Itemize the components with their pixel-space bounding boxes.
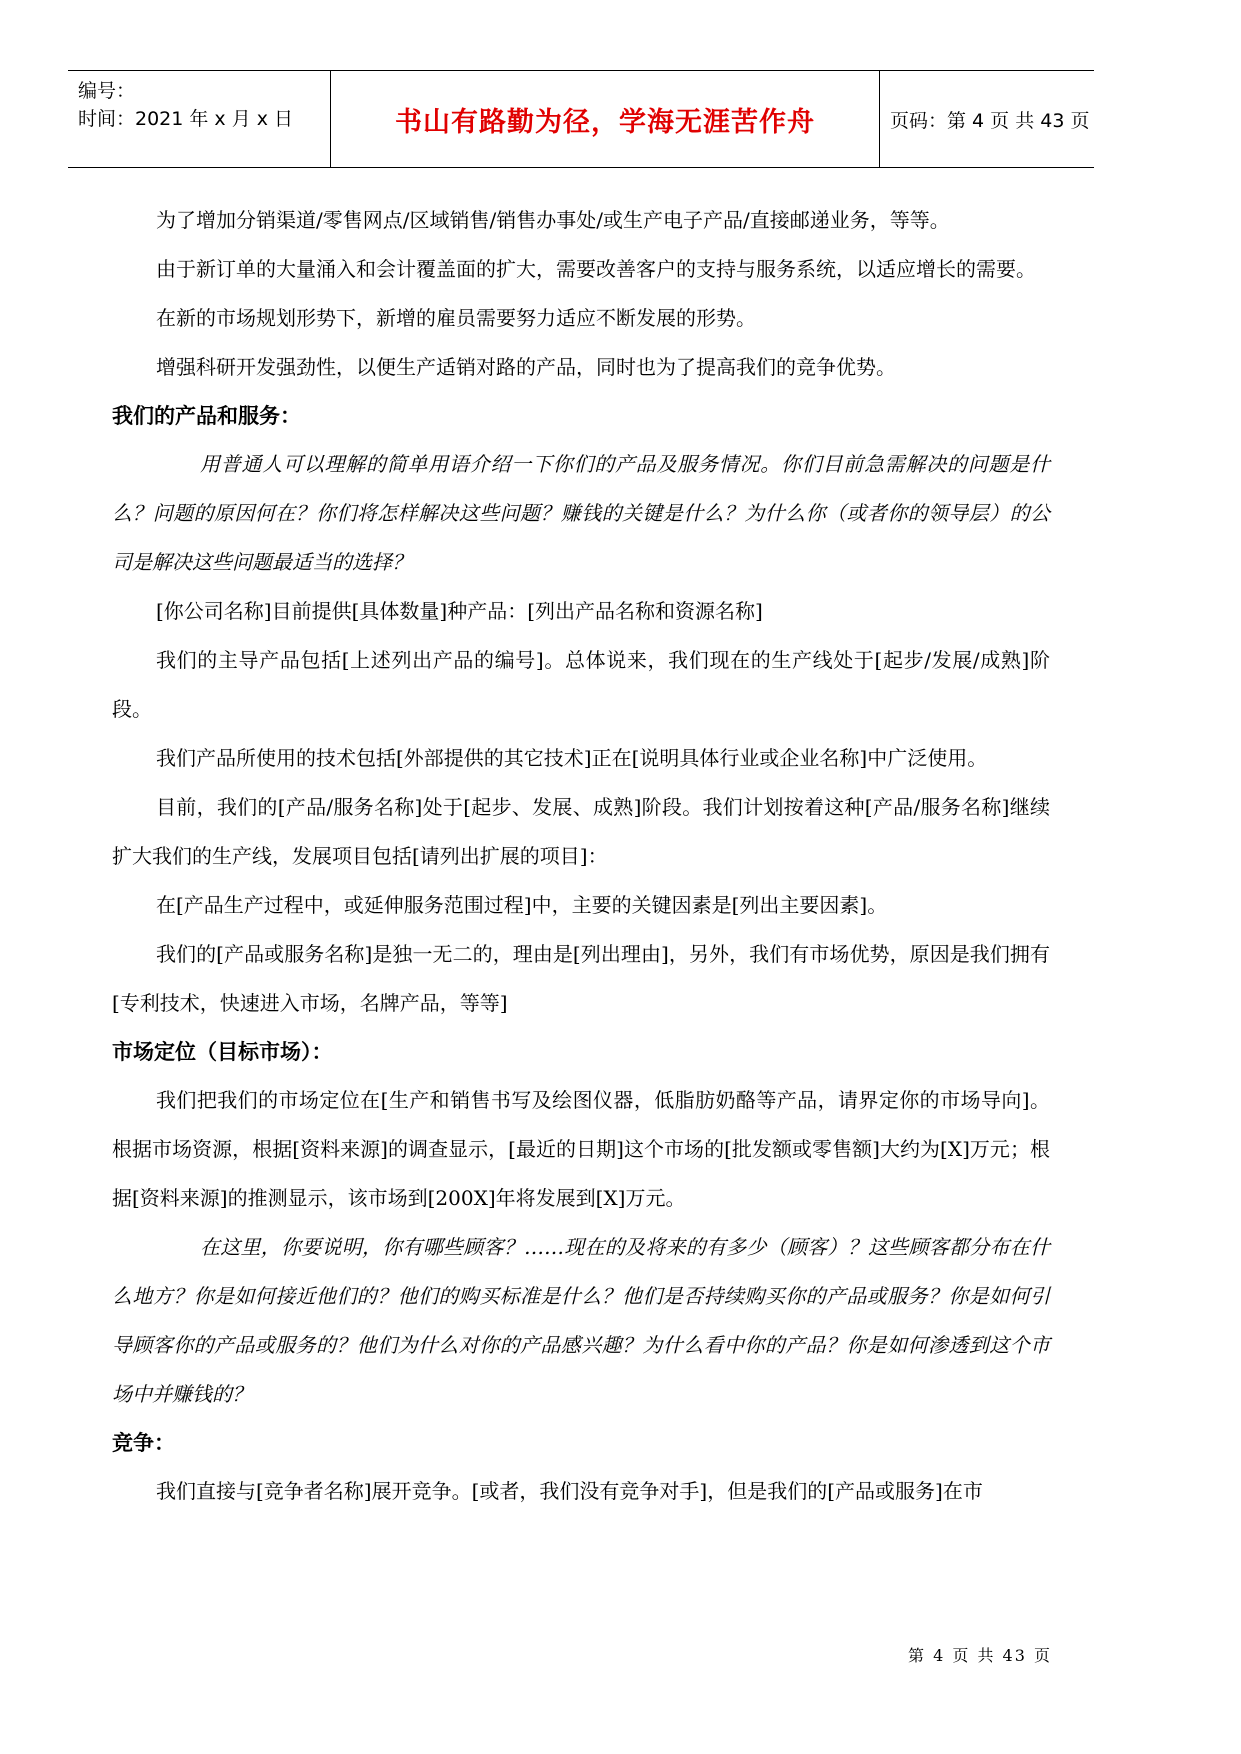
header-motto: 书山有路勤为径，学海无涯苦作舟 (330, 71, 880, 167)
number-label: 编号： (78, 80, 136, 102)
paragraph: 在新的市场规划形势下，新增的雇员需要努力适应不断发展的形势。 (156, 306, 756, 330)
page-footer: 第 4 页 共 43 页 (908, 1646, 1052, 1665)
paragraph: 我们把我们的市场定位在[生产和销售书写及绘图仪器，低脂肪奶酪等产品，请界定你的市场导向]。根据市场资源，根据[资料来源]的调查显示，[最近的日期]这个市场的[批发额或零售额]大约为[X]万元；根据[资料来源]的推测显示，该市场到[200X]年将发展到[X]万元。 (112, 1088, 1050, 1210)
paragraph: [你公司名称]目前提供[具体数量]种产品：[列出产品名称和资源名称] (156, 599, 763, 623)
document-body (112, 196, 1050, 1516)
section-heading-competition: 竞争： (112, 1431, 175, 1455)
paragraph: 目前，我们的[产品/服务名称]处于[起步、发展、成熟]阶段。我们计划按着这种[产品/服务名称]继续扩大我们的生产线，发展项目包括[请列出扩展的项目]： (112, 795, 1050, 868)
paragraph-guidance: 用普通人可以理解的简单用语介绍一下你们的产品及服务情况。你们目前急需解决的问题是什么？问题的原因何在？你们将怎样解决这些问题？赚钱的关键是什么？为什么你（或者你的领导层）的公司是解决这些问题最适当的选择？ (112, 452, 1050, 574)
page-header (68, 70, 1094, 168)
paragraph: 增强科研开发强劲性，以便生产适销对路的产品，同时也为了提高我们的竞争优势。 (156, 355, 896, 379)
paragraph: 为了增加分销渠道/零售网点/区域销售/销售办事处/或生产电子产品/直接邮递业务，等等。 (156, 208, 950, 232)
header-page-info: 页码：第 4 页 共 43 页 (890, 109, 1090, 132)
paragraph: 由于新订单的大量涌入和会计覆盖面的扩大，需要改善客户的支持与服务系统，以适应增长的需要。 (156, 257, 1036, 281)
paragraph: 我们的主导产品包括[上述列出产品的编号]。总体说来，我们现在的生产线处于[起步/发展/成熟]阶段。 (112, 648, 1050, 721)
paragraph: 我们的[产品或服务名称]是独一无二的，理由是[列出理由]，另外，我们有市场优势，原因是我们拥有[专利技术，快速进入市场，名牌产品，等等] (112, 942, 1050, 1015)
section-heading-market: 市场定位（目标市场）： (112, 1040, 333, 1064)
time-label: 时间：2021 年 x 月 x 日 (78, 108, 294, 130)
section-heading-products: 我们的产品和服务： (112, 404, 301, 428)
header-meta (78, 71, 328, 173)
paragraph-guidance: 在这里，你要说明，你有哪些顾客？……现在的及将来的有多少（顾客）？这些顾客都分布在什么地方？你是如何接近他们的？他们的购买标准是什么？他们是否持续购买你的产品或服务？你是如何引导顾客你的产品或服务的？他们为什么对你的产品感兴趣？为什么看中你的产品？你是如何渗透到这个市场中并赚钱的？ (112, 1235, 1050, 1406)
paragraph: 我们产品所使用的技术包括[外部提供的其它技术]正在[说明具体行业或企业名称]中广泛使用。 (156, 746, 988, 770)
paragraph: 在[产品生产过程中，或延伸服务范围过程]中，主要的关键因素是[列出主要因素]。 (156, 893, 888, 917)
paragraph: 我们直接与[竞争者名称]展开竞争。[或者，我们没有竞争对手]，但是我们的[产品或服务]在市 (156, 1479, 983, 1503)
